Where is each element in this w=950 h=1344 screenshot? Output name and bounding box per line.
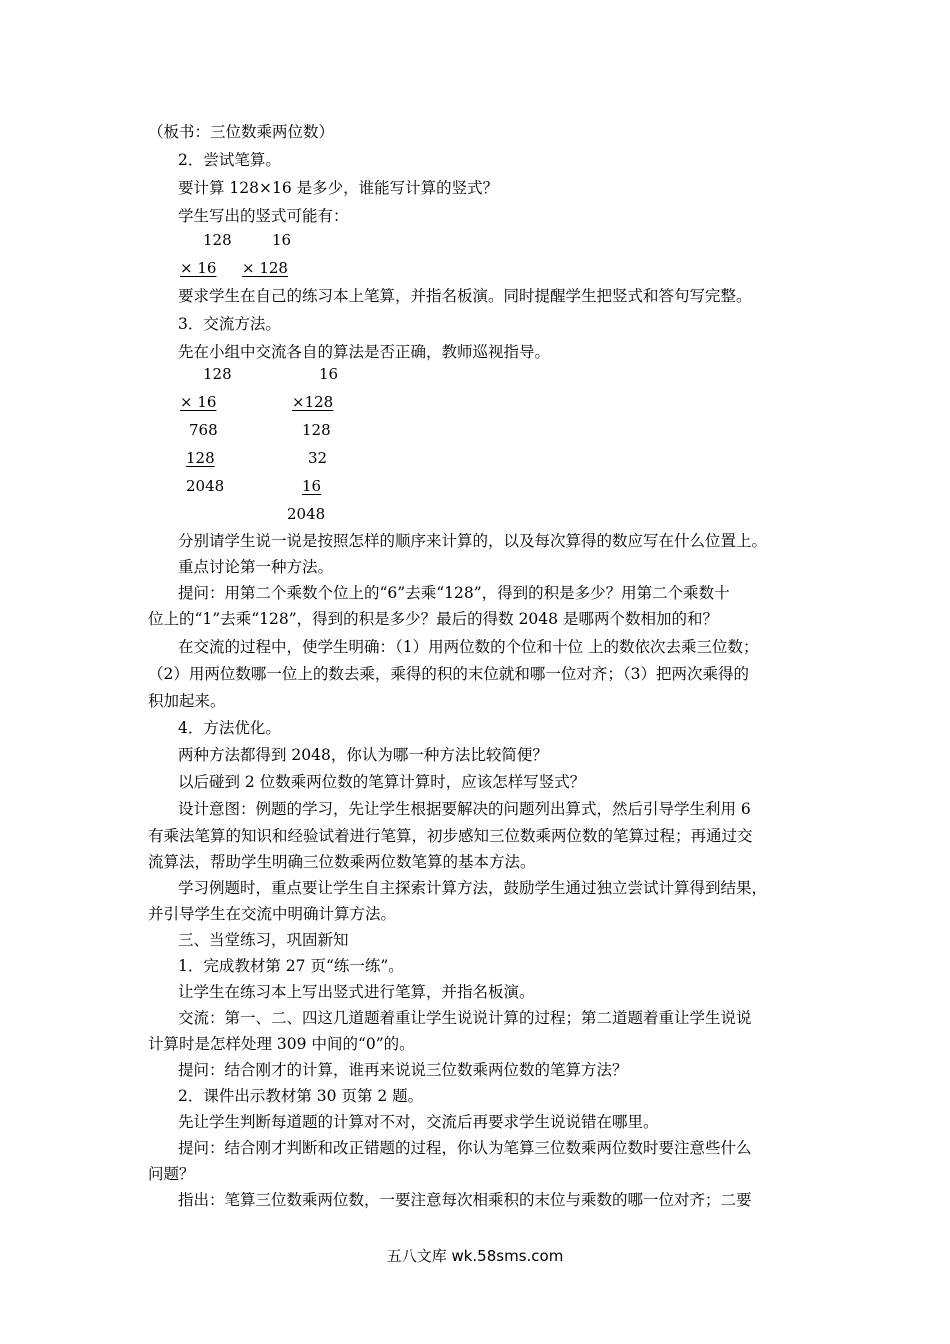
paragraph: 以后碰到 2 位数乘两位数的笔算计算时，应该怎样写竖式？ <box>178 773 586 791</box>
board-note: （板书：三位数乘两位数） <box>148 123 335 141</box>
paragraph: 积加起来。 <box>148 692 226 710</box>
paragraph: 计算时是怎样处理 309 中间的“0”的。 <box>148 1035 415 1053</box>
step-heading: 4．方法优化。 <box>178 719 281 737</box>
section-heading: 三、当堂练习，巩固新知 <box>178 931 349 949</box>
paragraph: 分别请学生说一说是按照怎样的顺序来计算的，以及每次算得的数应写在什么位置上。 <box>178 532 768 550</box>
paragraph: 在交流的过程中，使学生明确：（1）用两位数的个位和十位 上的数依次去乘三位数； <box>178 638 759 656</box>
step-heading: 2．课件出示教材第 30 页第 2 题。 <box>178 1087 424 1105</box>
paragraph: 学习例题时，重点要让学生自主探索计算方法，鼓励学生通过独立尝试计算得到结果， <box>178 879 768 897</box>
paragraph: 要求学生在自己的练习本上笔算，并指名板演。同时提醒学生把竖式和答句写完整。 <box>178 287 752 305</box>
calc2-right-row: 2048 <box>287 505 326 523</box>
paragraph: 让学生在练习本上写出竖式进行笔算，并指名板演。 <box>178 983 535 1001</box>
calc1-multiplier-a: × 16 <box>180 259 217 277</box>
calc2-right-row: 32 <box>308 449 328 467</box>
calc2-left-row: 128 <box>186 449 215 467</box>
paragraph: 指出：笔算三位数乘两位数，一要注意每次相乘积的末位与乘数的哪一位对齐；二要 <box>178 1191 752 1209</box>
paragraph: 重点讨论第一种方法。 <box>178 558 334 576</box>
paragraph: 并引导学生在交流中明确计算方法。 <box>148 905 397 923</box>
paragraph: 学生写出的竖式可能有： <box>178 207 349 225</box>
footer-watermark: 五八文库 wk.58sms.com <box>386 1247 564 1265</box>
step-heading: 2．尝试笔算。 <box>178 151 281 169</box>
calc2-right-row: 128 <box>302 421 331 439</box>
paragraph: 设计意图：例题的学习，先让学生根据要解决的问题列出算式，然后引导学生利用 6 <box>178 800 751 818</box>
paragraph: 提问：用第二个乘数个位上的“6”去乘“128”，得到的积是多少？用第二个乘数十 <box>178 584 730 602</box>
paragraph: 先让学生判断每道题的计算对不对，交流后再要求学生说说错在哪里。 <box>178 1113 659 1131</box>
calc2-left-row: 2048 <box>186 477 225 495</box>
calc2-left-row: 768 <box>189 421 218 439</box>
calc2-left-row: 128 <box>203 365 232 383</box>
paragraph: 要计算 128×16 是多少，谁能写计算的竖式？ <box>178 179 499 197</box>
paragraph: 先在小组中交流各自的算法是否正确，教师巡视指导。 <box>178 343 551 361</box>
paragraph: 提问：结合刚才的计算，谁再来说说三位数乘两位数的笔算方法？ <box>178 1061 628 1079</box>
paragraph: 位上的“1”去乘“128”，得到的积是多少？最后的得数 2048 是哪两个数相加的和？ <box>148 610 718 628</box>
calc1-multiplicand-a: 128 <box>203 231 232 249</box>
paragraph: （2）用两位数哪一位上的数去乘，乘得的积的末位就和哪一位对齐；（3）把两次乘得的 <box>148 665 749 683</box>
step-heading: 3．交流方法。 <box>178 315 281 333</box>
calc1-multiplier-b: × 128 <box>242 259 288 277</box>
calc2-right-row: ×128 <box>292 393 334 411</box>
paragraph: 交流：第一、二、四这几道题着重让学生说说计算的过程；第二道题着重让学生说说 <box>178 1009 752 1027</box>
paragraph: 两种方法都得到 2048，你认为哪一种方法比较简便？ <box>178 746 548 764</box>
calc1-multiplicand-b: 16 <box>272 231 292 249</box>
calc2-right-row: 16 <box>302 477 322 495</box>
calc2-left-row: × 16 <box>180 393 217 411</box>
paragraph: 提问：结合刚才判断和改正错题的过程，你认为笔算三位数乘两位数时要注意些什么 <box>178 1139 752 1157</box>
paragraph: 有乘法笔算的知识和经验试着进行笔算，初步感知三位数乘两位数的笔算过程；再通过交 <box>148 827 753 845</box>
calc2-right-row: 16 <box>319 365 339 383</box>
paragraph: 流算法，帮助学生明确三位数乘两位数笔算的基本方法。 <box>148 853 536 871</box>
paragraph: 问题？ <box>148 1165 195 1183</box>
step-heading: 1．完成教材第 27 页“练一练”。 <box>178 957 404 975</box>
